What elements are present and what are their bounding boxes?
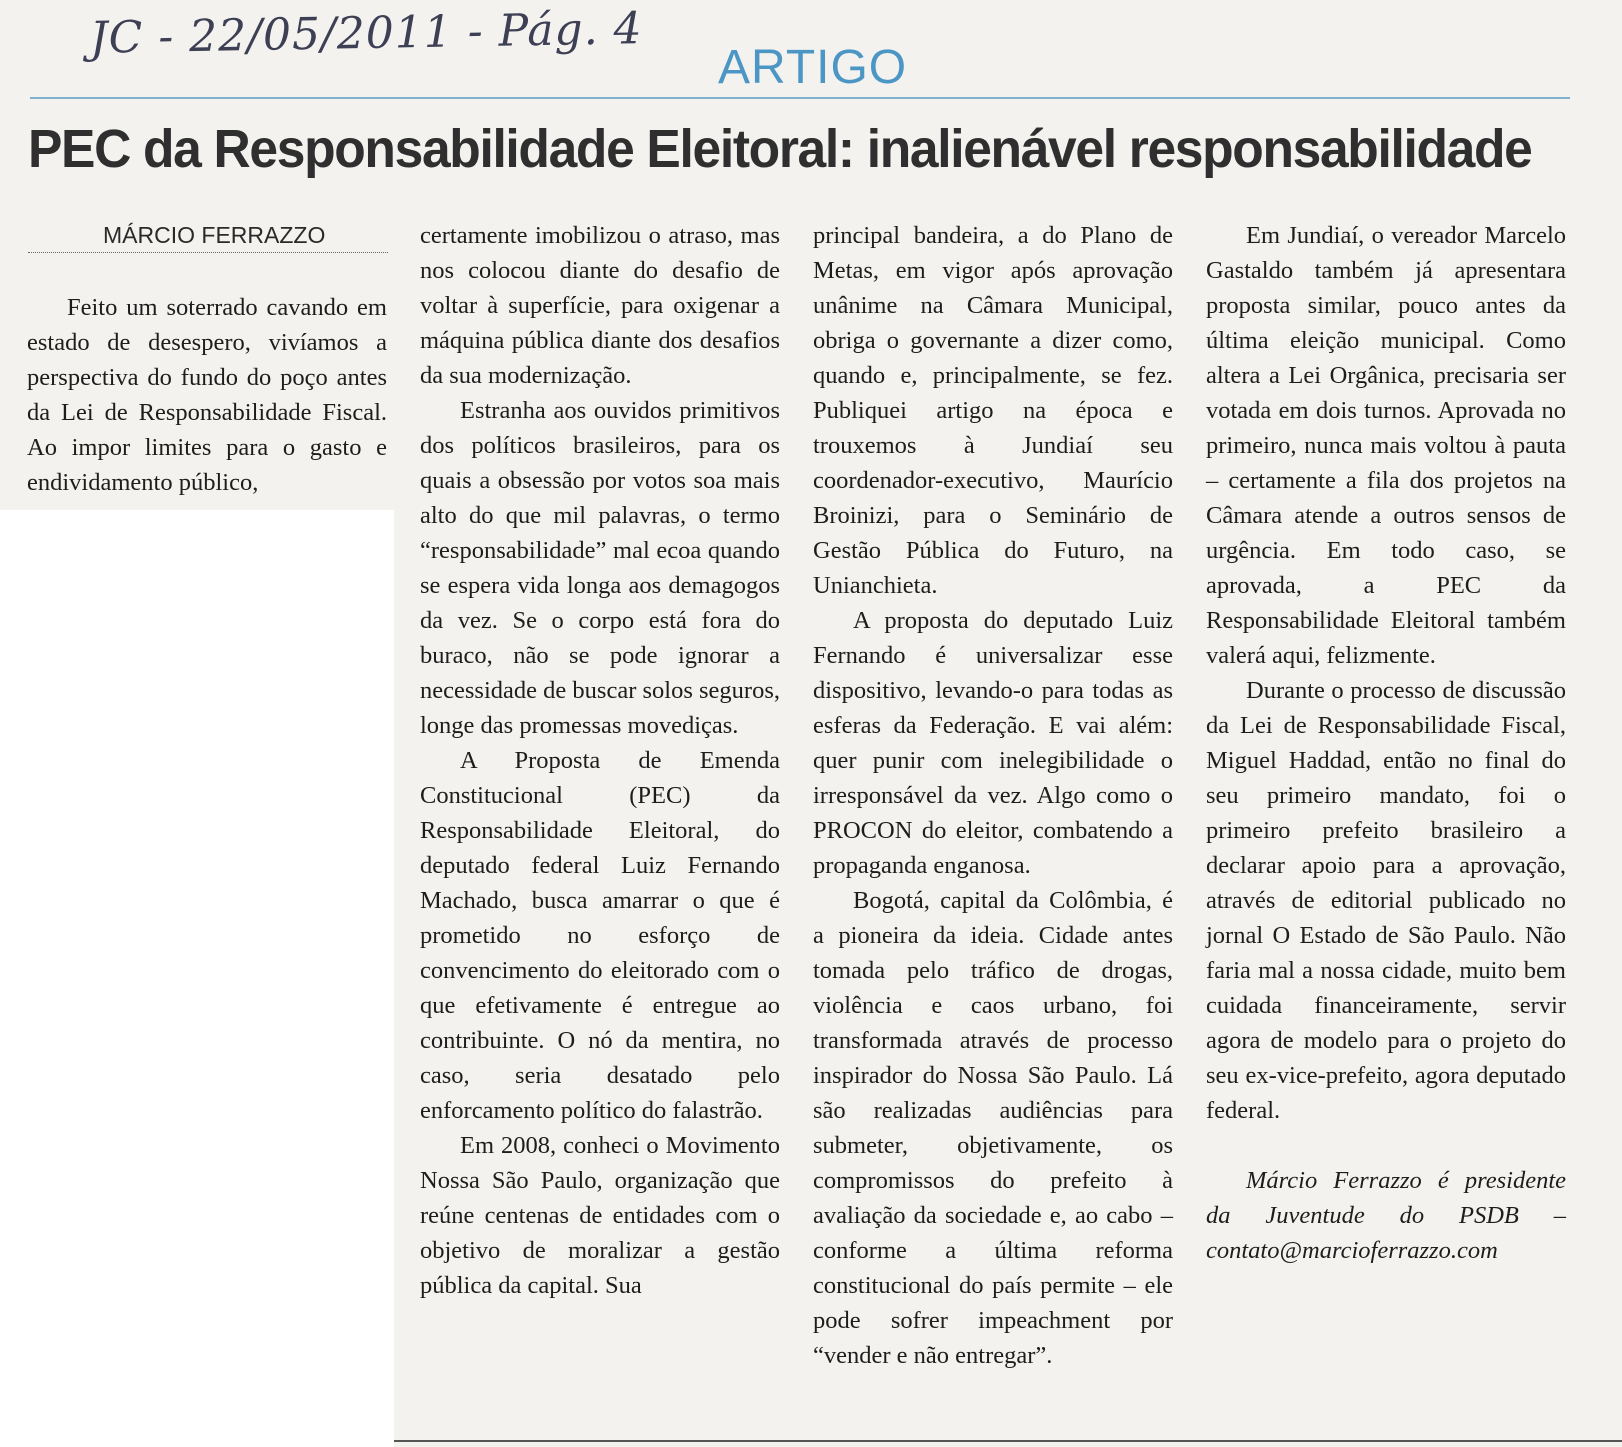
article-column-4: [1206, 218, 1566, 1268]
section-rule: [30, 97, 1570, 99]
paragraph: Em Jundiaí, o vereador Marcelo Gastaldo também já apresentara proposta similar, pouco antes da última eleição municipal. Como altera a Lei Orgânica, precisaria ser votada em dois turnos. Aprovada no primeiro, nunca mais voltou à pauta – certamente a fila dos projetos na Câmara atende a outros sensos de urgência. Em todo caso, se aprovada, a PEC da Responsabilidade Eleitoral também valerá aqui, felizmente.: [1206, 222, 1566, 669]
bottom-rule: [394, 1440, 1622, 1442]
article-column-2: [420, 218, 780, 1303]
byline-divider: [28, 252, 388, 253]
article-column-1: [27, 290, 387, 500]
paragraph: A proposta do deputado Luiz Fernando é universalizar esse dispositivo, levando-o para todas as esferas da Federação. E vai além: quer punir com inelegibilidade o irresponsável da vez. Algo como o PROCON do eleitor, combatendo a propaganda enganosa.: [813, 607, 1173, 879]
paragraph: certamente imobilizou o atraso, mas nos colocou diante do desafio de voltar à superfície, para oxigenar a máquina pública diante dos desafios da sua modernização.: [420, 222, 780, 389]
paragraph: Bogotá, capital da Colômbia, é a pioneira da ideia. Cidade antes tomada pelo tráfico de drogas, violência e caos urbano, foi transformada através de processo inspirador do Nossa São Paulo. Lá são realizadas audiências para submeter, objetivamente, os compromissos do prefeito à avaliação da sociedade e, ao cabo – conforme a última reforma constitucional do país permite – ele pode sofrer impeachment por “vender e não entregar”.: [813, 887, 1173, 1369]
paragraph: Durante o processo de discussão da Lei de Responsabilidade Fiscal, Miguel Haddad, então no final do seu primeiro mandato, foi o primeiro prefeito brasileiro a declarar apoio para a aprovação, através de editorial publicado no jornal O Estado de São Paulo. Não faria mal a nossa cidade, muito bem cuidada financeiramente, servir agora de modelo para o projeto do seu ex-vice-prefeito, agora deputado federal.: [1206, 677, 1566, 1124]
author-signature: Márcio Ferrazzo é presidente da Juventude do PSDB – contato@marcioferrazzo.com: [1206, 1167, 1566, 1264]
paragraph: A Proposta de Emenda Constitucional (PEC) da Responsabilidade Eleitoral, do deputado federal Luiz Fernando Machado, busca amarrar o que é prometido no esforço de convencimento do eleitorado com o que efetivamente é entregue ao contribuinte. O nó da mentira, no caso, seria desatado pelo enforcamento político do falastrão.: [420, 747, 780, 1124]
paragraph: principal bandeira, a do Plano de Metas, em vigor após aprovação unânime na Câmara Municipal, obriga o governante a dizer como, quando e, principalmente, se fez. Publiquei artigo na época e trouxemos à Jundiaí seu coordenador-executivo, Maurício Broinizi, para o Seminário de Gestão Pública do Futuro, na Unianchieta.: [813, 222, 1173, 599]
author-byline: MÁRCIO FERRAZZO: [103, 222, 326, 248]
section-label: ARTIGO: [718, 41, 908, 94]
article-headline: PEC da Responsabilidade Eleitoral: inalienável responsabilidade: [28, 119, 1532, 179]
paragraph: Feito um soterrado cavando em estado de desespero, vivíamos a perspectiva do fundo do poço antes da Lei de Responsabilidade Fiscal. Ao impor limites para o gasto e endividamento público,: [27, 294, 387, 496]
clipping-margin: [0, 510, 394, 1447]
spacer: [1206, 1128, 1566, 1163]
paragraph: Em 2008, conheci o Movimento Nossa São Paulo, organização que reúne centenas de entidades com o objetivo de moralizar a gestão pública da capital. Sua: [420, 1132, 780, 1299]
article-column-3: [813, 218, 1173, 1373]
paragraph: Estranha aos ouvidos primitivos dos políticos brasileiros, para os quais a obsessão por votos soa mais alto do que mil palavras, o termo “responsabilidade” mal ecoa quando se espera vida longa aos demagogos da vez. Se o corpo está fora do buraco, não se pode ignorar a necessidade de buscar solos seguros, longe das promessas movediças.: [420, 397, 780, 739]
handwritten-date-note: JC - 22/05/2011 - Pág. 4: [89, 3, 643, 64]
